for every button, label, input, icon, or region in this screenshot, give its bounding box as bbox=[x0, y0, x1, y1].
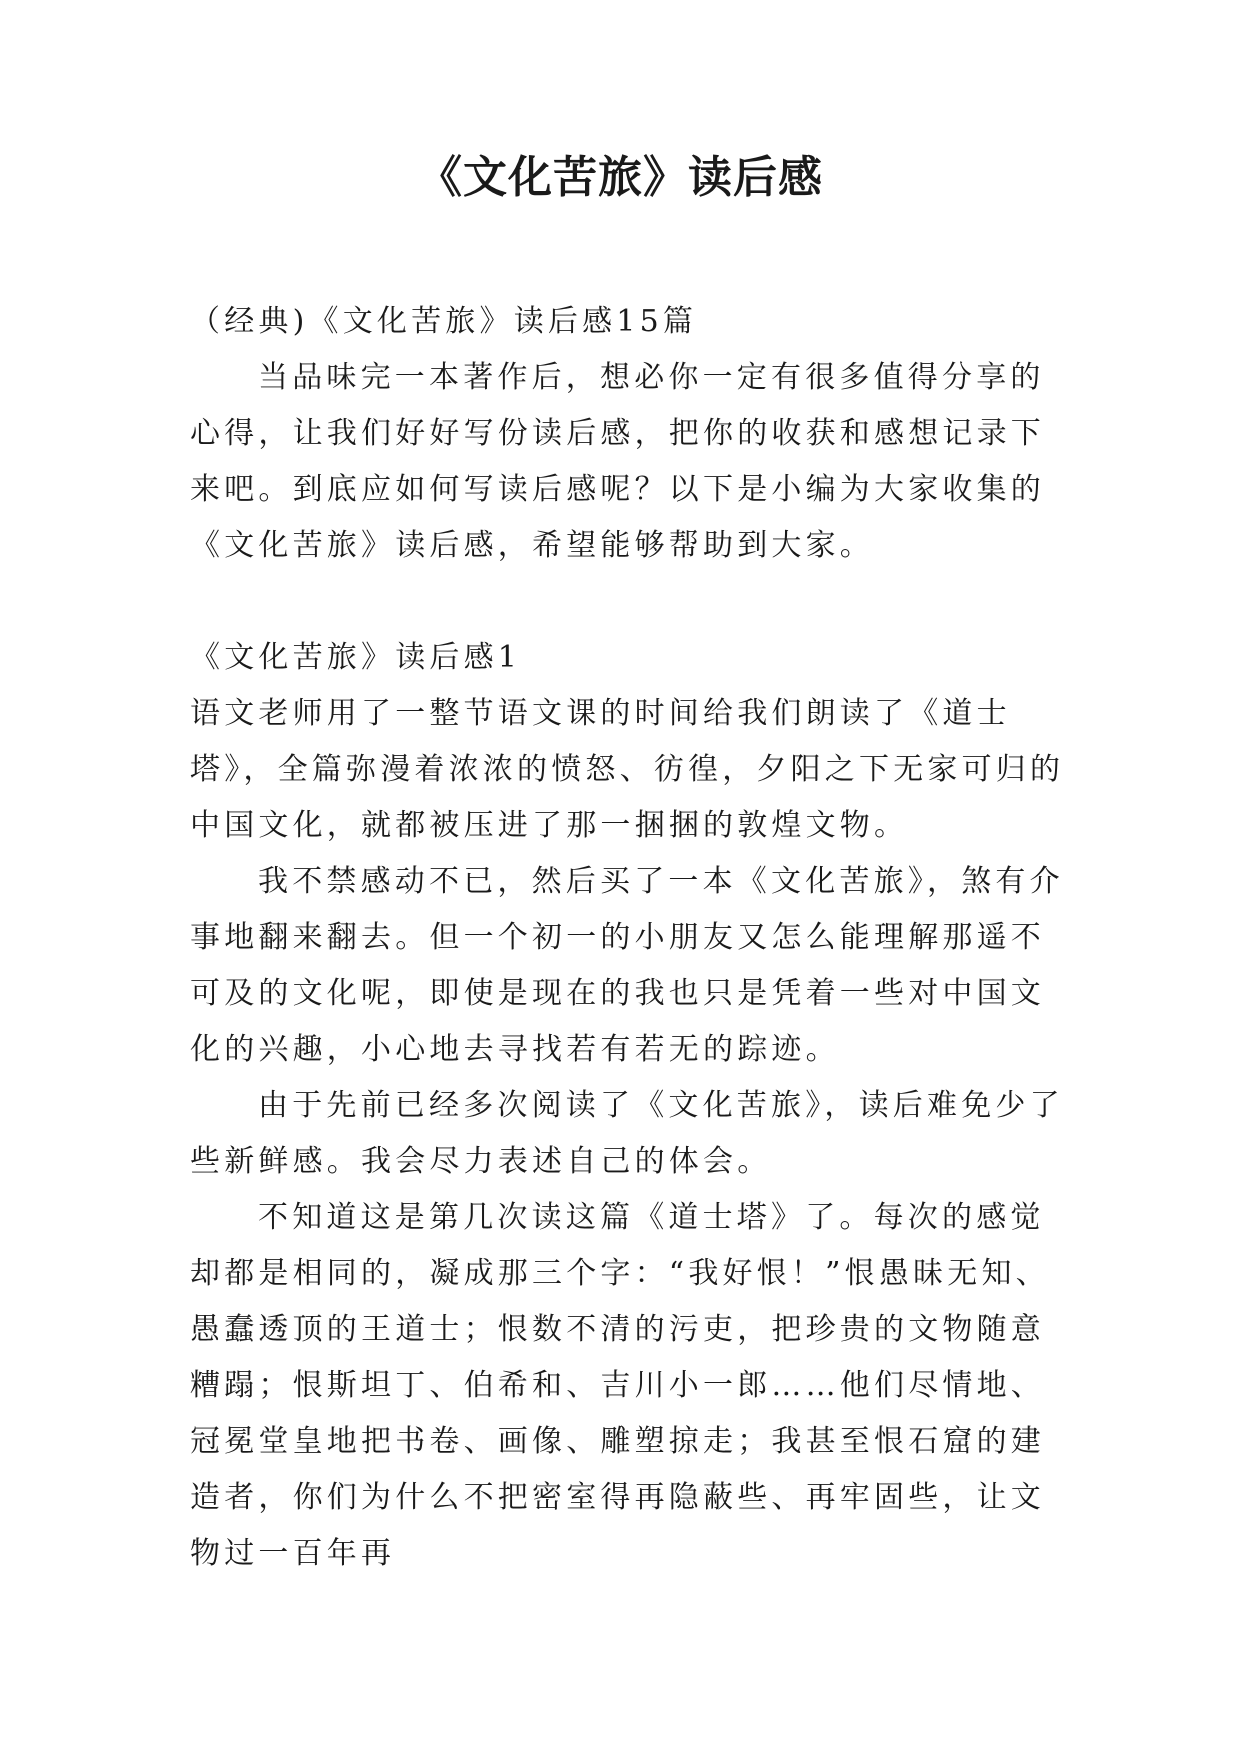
section-heading: 《文化苦旅》读后感1 bbox=[190, 640, 522, 675]
paragraph-gap bbox=[190, 574, 1070, 630]
document-title: 《文化苦旅》读后感 bbox=[418, 152, 823, 203]
intro-paragraph: 当品味完一本著作后，想必你一定有很多值得分享的心得，让我们好好写份读后感，把你的收获和感想记录下来吧。到底应如何写读后感呢？以下是小编为大家收集的《文化苦旅》读后感，希望能够帮助到大家。 bbox=[190, 360, 1045, 563]
body-paragraph-1: 语文老师用了一整节语文课的时间给我们朗读了《道士塔》，全篇弥漫着浓浓的愤怒、彷徨，夕阳之下无家可归的中国文化，就都被压进了那一捆捆的敦煌文物。 bbox=[190, 696, 1065, 843]
body-paragraph-2: 我不禁感动不已，然后买了一本《文化苦旅》，煞有介事地翻来翻去。但一个初一的小朋友又怎么能理解那遥不可及的文化呢，即使是现在的我也只是凭着一些对中国文化的兴趣，小心地去寻找若有若无的踪迹。 bbox=[190, 864, 1064, 1067]
document-subtitle: （经典)《文化苦旅》读后感15篇 bbox=[190, 304, 698, 339]
body-paragraph-3: 由于先前已经多次阅读了《文化苦旅》，读后难免少了些新鲜感。我会尽力表述自己的体会。 bbox=[190, 1088, 1064, 1179]
body-paragraph-4: 不知道这是第几次读这篇《道士塔》了。每次的感觉却都是相同的，凝成那三个字：“我好恨！”恨愚昧无知、愚蠢透顶的王道士；恨数不清的污吏，把珍贵的文物随意糟蹋；恨斯坦丁、伯希和、吉川小一郎……他们尽情地、冠冕堂皇地把书卷、画像、雕塑掠走；我甚至恨石窟的建造者，你们为什么不把密室得再隐蔽些、再牢固些，让文物过一百年再 bbox=[190, 1200, 1050, 1571]
document-body bbox=[190, 294, 1070, 1582]
